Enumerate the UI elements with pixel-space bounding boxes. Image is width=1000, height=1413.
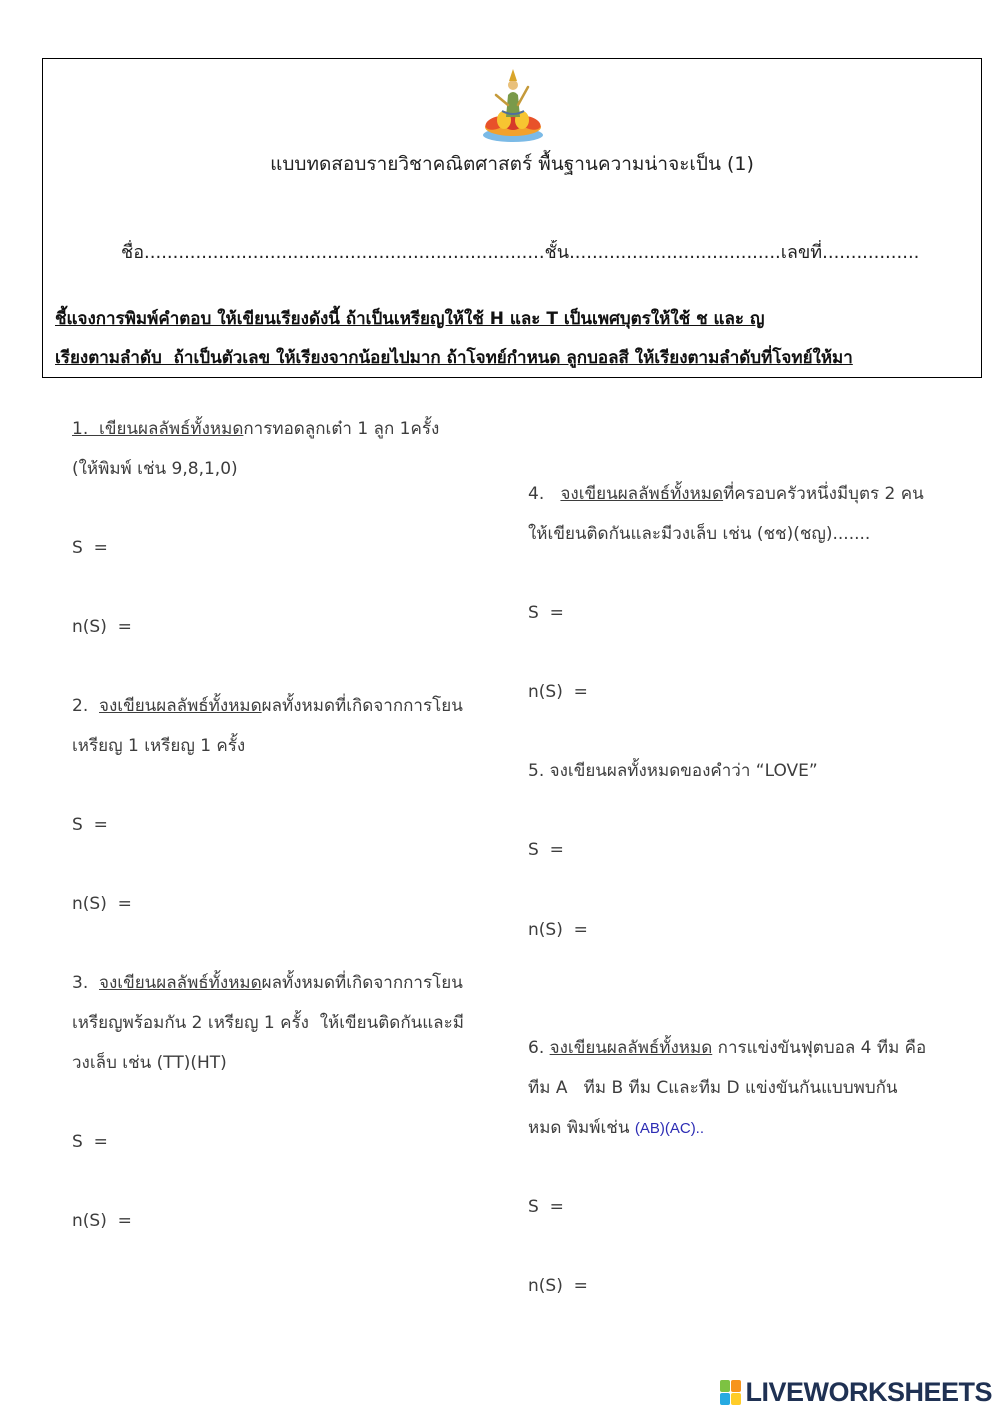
question-1-ns-row	[72, 608, 512, 648]
question-6-line-3	[528, 1109, 988, 1149]
question-4-ns-row	[528, 673, 988, 713]
left-question-column	[72, 410, 512, 1241]
question-2-s-input[interactable]	[122, 811, 426, 839]
question-1-line-2: (ให้พิมพ์ เช่น 9,8,1,0)	[72, 458, 238, 479]
ns-label: n(S) =	[528, 681, 588, 702]
question-2-text	[72, 687, 512, 727]
question-6-line-2: ทีม A ทีม B ทีม Cและทีม D แข่งขันกันแบบพบกัน	[528, 1077, 898, 1098]
s-label: S =	[528, 602, 564, 623]
question-2-line-2: เหรียญ 1 เหรียญ 1 ครั้ง	[72, 735, 246, 756]
brand-name: LIVEWORKSHEETS	[745, 1377, 992, 1407]
question-2-s-row	[72, 806, 512, 846]
question-4-ns-input[interactable]	[602, 678, 906, 706]
s-label: S =	[72, 1131, 108, 1152]
question-4-s-input[interactable]	[578, 599, 882, 627]
worksheet-header	[42, 58, 982, 378]
question-5-text: 5. จงเขียนผลทั้งหมดของคำว่า “LOVE”	[528, 761, 818, 782]
question-2-rest: ผลทั้งหมดที่เกิดจากการโยน	[261, 696, 463, 717]
question-1-underlined: 1. เขียนผลลัพธ์ทั้งหมด	[72, 419, 244, 439]
question-1-s-input[interactable]	[122, 534, 426, 562]
question-6-s-input[interactable]	[578, 1193, 882, 1221]
ns-label: n(S) =	[528, 919, 588, 940]
question-2-ns-row	[72, 885, 512, 925]
question-3-prefix: 3.	[72, 973, 100, 994]
question-5-s-row	[528, 831, 988, 871]
question-4-rest: ที่ครอบครัวหนึ่งมีบุตร 2 คน	[723, 484, 924, 504]
ns-label: n(S) =	[528, 1275, 588, 1296]
question-5-ns-row	[528, 911, 988, 951]
question-6-ns-input[interactable]	[602, 1272, 906, 1300]
s-label: S =	[528, 840, 564, 861]
question-5-ns-input[interactable]	[602, 916, 906, 944]
question-6-example: (AB)(AC)..	[634, 1119, 705, 1137]
student-info-line: ชื่อ......................................................................ชั้น.....................................เลขที่.................	[121, 242, 920, 263]
ns-label: n(S) =	[72, 616, 132, 637]
liveworksheets-logo	[720, 1376, 992, 1408]
instructions-line-1: ชี้แจงการพิมพ์คำตอบ ให้เขียนเรียงดังนี้ ถ้าเป็นเหรียญให้ใช้ H และ T เป็นเพศบุตรให้ใช้ ช และ ญ	[55, 309, 765, 329]
question-6-ns-row	[528, 1267, 988, 1307]
question-3-s-row	[72, 1123, 512, 1163]
question-3-ns-input[interactable]	[146, 1207, 450, 1235]
question-3-line-2: เหรียญพร้อมกัน 2 เหรียญ 1 ครั้ง ให้เขียนติดกันและมี	[72, 1012, 464, 1033]
question-3-s-input[interactable]	[122, 1128, 426, 1156]
question-4-text	[528, 475, 988, 515]
question-3-ns-row	[72, 1202, 512, 1242]
question-2-prefix: 2.	[72, 696, 100, 717]
question-6-s-row	[528, 1188, 988, 1228]
question-6-prefix: 6.	[528, 1038, 550, 1059]
question-1-ns-input[interactable]	[146, 613, 450, 641]
question-3-rest: ผลทั้งหมดที่เกิดจากการโยน	[261, 973, 463, 994]
question-2-ns-input[interactable]	[146, 890, 450, 918]
question-2-underlined: จงเขียนผลลัพธ์ทั้งหมด	[99, 696, 262, 717]
worksheet-title: แบบทดสอบรายวิชาคณิตศาสตร์ พื้นฐานความน่าจะเป็น (1)	[270, 153, 754, 175]
question-3-line-3: วงเล็บ เช่น (TT)(HT)	[72, 1052, 227, 1073]
school-emblem-icon	[478, 65, 548, 145]
question-3-text	[72, 964, 512, 1004]
ns-label: n(S) =	[72, 1210, 132, 1231]
question-6-rest: การแข่งขันฟุตบอล 4 ทีม คือ	[712, 1038, 927, 1059]
question-6-text	[528, 1029, 988, 1069]
s-label: S =	[72, 814, 108, 835]
question-6-line-3-text: หมด พิมพ์เช่น	[528, 1117, 635, 1138]
liveworksheets-logo-icon	[720, 1380, 741, 1405]
question-4-underlined: จงเขียนผลลัพธ์ทั้งหมด	[560, 484, 724, 504]
question-4-s-row	[528, 594, 988, 634]
question-3-underlined: จงเขียนผลลัพธ์ทั้งหมด	[99, 973, 262, 994]
question-1-text	[72, 410, 512, 450]
question-5-s-input[interactable]	[578, 836, 882, 864]
ns-label: n(S) =	[72, 894, 132, 915]
question-1-rest: การทอดลูกเต๋า 1 ลูก 1ครั้ง	[243, 419, 440, 439]
instructions-line-2: เรียงตามลำดับ ถ้าเป็นตัวเลข ให้เรียงจากน้อยไปมาก ถ้าโจทย์กำหนด ลูกบอลสี ให้เรียงตามลำดับที่โจทย์ให้มา	[55, 348, 853, 368]
s-label: S =	[72, 537, 108, 558]
s-label: S =	[528, 1196, 564, 1217]
question-4-prefix: 4.	[528, 484, 561, 504]
question-6-underlined: จงเขียนผลลัพธ์ทั้งหมด	[549, 1038, 713, 1059]
question-4-line-2: ให้เขียนติดกันและมีวงเล็บ เช่น (ชช)(ชญ).......	[528, 523, 871, 544]
question-1-s-row	[72, 529, 512, 569]
right-question-column	[528, 475, 988, 1306]
